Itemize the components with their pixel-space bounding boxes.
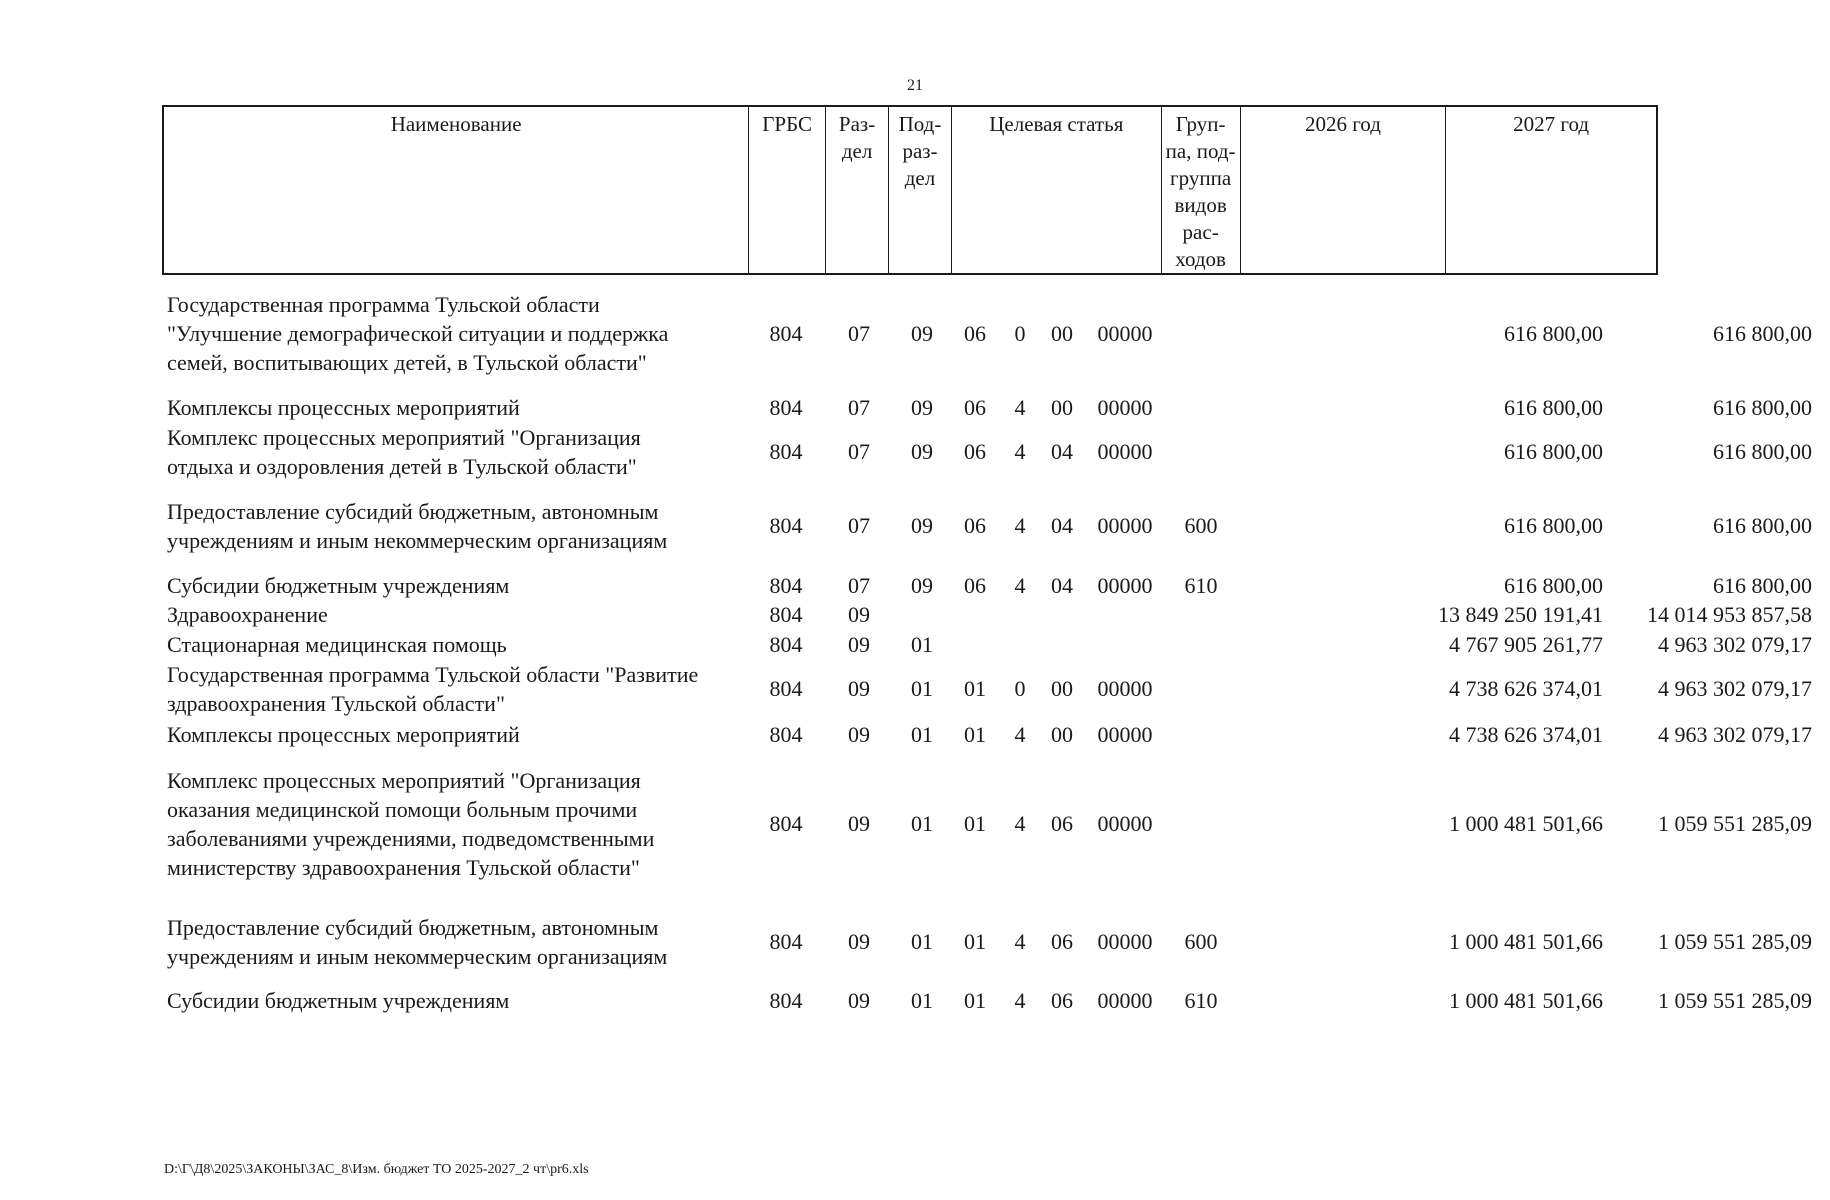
header-podrazdel: Под- раз- дел bbox=[889, 107, 952, 273]
row-amount-2027: 616 800,00 bbox=[1713, 573, 1812, 598]
row-target-direction: 00000 bbox=[1097, 573, 1153, 598]
row-razdel: 07 bbox=[848, 321, 870, 346]
row-target-complex: 00 bbox=[1051, 722, 1073, 747]
row-podrazdel: 01 bbox=[911, 722, 933, 747]
row-target-program: 06 bbox=[964, 321, 986, 346]
row-target-program: 01 bbox=[964, 676, 986, 701]
row-amount-2027: 1 059 551 285,09 bbox=[1658, 811, 1812, 836]
row-podrazdel: 01 bbox=[911, 632, 933, 657]
row-grbs: 804 bbox=[769, 811, 803, 836]
header-year-2027: 2027 год bbox=[1513, 112, 1590, 136]
row-grbs: 804 bbox=[769, 395, 803, 420]
row-podrazdel: 01 bbox=[911, 929, 933, 954]
row-razdel: 09 bbox=[848, 929, 870, 954]
table-row bbox=[162, 290, 1812, 377]
row-podrazdel: 09 bbox=[911, 439, 933, 464]
row-amount-2027: 4 963 302 079,17 bbox=[1658, 632, 1812, 657]
row-razdel: 09 bbox=[848, 988, 870, 1013]
row-expense-group: 610 bbox=[1184, 988, 1218, 1013]
row-target-direction: 00000 bbox=[1097, 722, 1153, 747]
row-amount-2027: 616 800,00 bbox=[1713, 513, 1812, 538]
row-target-type: 4 bbox=[1014, 929, 1026, 954]
table-row bbox=[162, 571, 1812, 600]
row-name: Стационарная медицинская помощь bbox=[167, 632, 507, 657]
table-row bbox=[162, 766, 1812, 882]
row-podrazdel: 09 bbox=[911, 321, 933, 346]
header-expense-group: Груп- па, под- группа видов рас- ходов bbox=[1162, 107, 1241, 273]
row-target-program: 01 bbox=[964, 929, 986, 954]
row-amount-2026: 616 800,00 bbox=[1504, 321, 1603, 346]
row-name: Комплекс процессных мероприятий "Организация отдыха и оздоровления детей в Тульской области" bbox=[167, 425, 641, 479]
row-expense-group: 610 bbox=[1184, 573, 1218, 598]
row-amount-2027: 4 963 302 079,17 bbox=[1658, 676, 1812, 701]
header-year-2026: 2026 год bbox=[1241, 107, 1447, 273]
row-grbs: 804 bbox=[769, 929, 803, 954]
row-razdel: 07 bbox=[848, 513, 870, 538]
row-target-complex: 04 bbox=[1051, 439, 1073, 464]
row-razdel: 09 bbox=[848, 602, 870, 627]
row-name: Здравоохранение bbox=[167, 602, 328, 627]
row-grbs: 804 bbox=[769, 439, 803, 464]
table-row bbox=[162, 720, 1812, 749]
row-amount-2026: 616 800,00 bbox=[1504, 395, 1603, 420]
row-target-program: 01 bbox=[964, 811, 986, 836]
row-name: Государственная программа Тульской области "Развитие здравоохранения Тульской области" bbox=[167, 662, 699, 716]
row-grbs: 804 bbox=[769, 722, 803, 747]
row-grbs: 804 bbox=[769, 573, 803, 598]
row-razdel: 09 bbox=[848, 632, 870, 657]
row-target-direction: 00000 bbox=[1097, 988, 1153, 1013]
table-row bbox=[162, 986, 1812, 1015]
footer-file-path: D:\Г\Д8\2025\ЗАКОНЫ\ЗАС_8\Изм. бюджет ТО 2025-2027_2 чт\pr6.xls bbox=[164, 1162, 589, 1177]
row-amount-2026: 4 738 626 374,01 bbox=[1449, 676, 1603, 701]
row-amount-2027: 4 963 302 079,17 bbox=[1658, 722, 1812, 747]
row-target-program: 01 bbox=[964, 988, 986, 1013]
header-razdel: Раз- дел bbox=[826, 107, 889, 273]
row-target-complex: 00 bbox=[1051, 321, 1073, 346]
row-name: Предоставление субсидий бюджетным, автономным учреждениям и иным некоммерческим организациям bbox=[167, 499, 668, 553]
row-podrazdel: 01 bbox=[911, 811, 933, 836]
row-amount-2026: 1 000 481 501,66 bbox=[1449, 988, 1603, 1013]
row-target-complex: 00 bbox=[1051, 676, 1073, 701]
row-podrazdel: 01 bbox=[911, 988, 933, 1013]
row-target-type: 4 bbox=[1014, 573, 1026, 598]
row-amount-2026: 1 000 481 501,66 bbox=[1449, 811, 1603, 836]
table-row bbox=[162, 497, 1812, 555]
row-podrazdel: 01 bbox=[911, 676, 933, 701]
row-target-direction: 00000 bbox=[1097, 513, 1153, 538]
row-target-direction: 00000 bbox=[1097, 811, 1153, 836]
row-grbs: 804 bbox=[769, 988, 803, 1013]
row-amount-2026: 616 800,00 bbox=[1504, 513, 1603, 538]
row-razdel: 07 bbox=[848, 395, 870, 420]
row-razdel: 09 bbox=[848, 811, 870, 836]
row-target-direction: 00000 bbox=[1097, 321, 1153, 346]
row-target-type: 4 bbox=[1014, 395, 1026, 420]
header-name: Наименование bbox=[164, 107, 749, 273]
row-amount-2026: 1 000 481 501,66 bbox=[1449, 929, 1603, 954]
row-amount-2027: 616 800,00 bbox=[1713, 439, 1812, 464]
row-amount-2026: 4 767 905 261,77 bbox=[1449, 632, 1603, 657]
row-name: Государственная программа Тульской области "Улучшение демографической ситуации и поддержка семей, воспитывающих детей, в Тульской области" bbox=[167, 292, 669, 375]
page-number: 21 bbox=[907, 77, 923, 94]
row-amount-2027: 1 059 551 285,09 bbox=[1658, 988, 1812, 1013]
row-amount-2026: 616 800,00 bbox=[1504, 439, 1603, 464]
row-amount-2027: 14 014 953 857,58 bbox=[1647, 602, 1812, 627]
row-target-complex: 04 bbox=[1051, 513, 1073, 538]
row-amount-2027: 616 800,00 bbox=[1713, 395, 1812, 420]
table-header bbox=[162, 105, 1658, 275]
row-amount-2026: 616 800,00 bbox=[1504, 573, 1603, 598]
row-target-complex: 06 bbox=[1051, 988, 1073, 1013]
row-target-direction: 00000 bbox=[1097, 929, 1153, 954]
row-grbs: 804 bbox=[769, 513, 803, 538]
row-target-direction: 00000 bbox=[1097, 439, 1153, 464]
table-row bbox=[162, 630, 1812, 659]
row-target-direction: 00000 bbox=[1097, 676, 1153, 701]
row-grbs: 804 bbox=[769, 632, 803, 657]
row-name: Предоставление субсидий бюджетным, автономным учреждениям и иным некоммерческим организациям bbox=[167, 915, 668, 969]
row-target-type: 4 bbox=[1014, 439, 1026, 464]
header-target-article: Целевая статья bbox=[952, 107, 1162, 273]
row-target-program: 06 bbox=[964, 513, 986, 538]
row-name: Комплексы процессных мероприятий bbox=[167, 722, 520, 747]
row-razdel: 09 bbox=[848, 722, 870, 747]
row-razdel: 07 bbox=[848, 573, 870, 598]
row-target-type: 0 bbox=[1014, 321, 1026, 346]
table-row bbox=[162, 393, 1812, 422]
table-row bbox=[162, 660, 1812, 718]
row-target-program: 06 bbox=[964, 439, 986, 464]
row-name: Субсидии бюджетным учреждениям bbox=[167, 988, 510, 1013]
row-target-complex: 06 bbox=[1051, 811, 1073, 836]
table-row bbox=[162, 423, 1812, 481]
row-podrazdel: 09 bbox=[911, 513, 933, 538]
row-target-complex: 00 bbox=[1051, 395, 1073, 420]
row-target-program: 06 bbox=[964, 573, 986, 598]
row-target-type: 4 bbox=[1014, 722, 1026, 747]
row-expense-group: 600 bbox=[1184, 513, 1218, 538]
table-row bbox=[162, 913, 1812, 971]
row-target-complex: 06 bbox=[1051, 929, 1073, 954]
row-target-type: 4 bbox=[1014, 811, 1026, 836]
row-target-type: 0 bbox=[1014, 676, 1026, 701]
row-target-program: 06 bbox=[964, 395, 986, 420]
row-amount-2026: 4 738 626 374,01 bbox=[1449, 722, 1603, 747]
row-grbs: 804 bbox=[769, 321, 803, 346]
row-grbs: 804 bbox=[769, 602, 803, 627]
row-amount-2027: 1 059 551 285,09 bbox=[1658, 929, 1812, 954]
row-razdel: 07 bbox=[848, 439, 870, 464]
row-target-direction: 00000 bbox=[1097, 395, 1153, 420]
row-podrazdel: 09 bbox=[911, 395, 933, 420]
row-target-complex: 04 bbox=[1051, 573, 1073, 598]
row-expense-group: 600 bbox=[1184, 929, 1218, 954]
row-razdel: 09 bbox=[848, 676, 870, 701]
row-name: Субсидии бюджетным учреждениям bbox=[167, 573, 510, 598]
row-target-program: 01 bbox=[964, 722, 986, 747]
row-grbs: 804 bbox=[769, 676, 803, 701]
table-row bbox=[162, 600, 1812, 629]
row-name: Комплексы процессных мероприятий bbox=[167, 395, 520, 420]
row-name: Комплекс процессных мероприятий "Организация оказания медицинской помощи больным прочими заболеваниями учреждениями, подведомственными министерству здравоохранения Тульской области" bbox=[167, 768, 655, 880]
header-grbs: ГРБС bbox=[749, 107, 826, 273]
row-target-type: 4 bbox=[1014, 988, 1026, 1013]
row-amount-2026: 13 849 250 191,41 bbox=[1438, 602, 1603, 627]
row-target-type: 4 bbox=[1014, 513, 1026, 538]
row-podrazdel: 09 bbox=[911, 573, 933, 598]
row-amount-2027: 616 800,00 bbox=[1713, 321, 1812, 346]
